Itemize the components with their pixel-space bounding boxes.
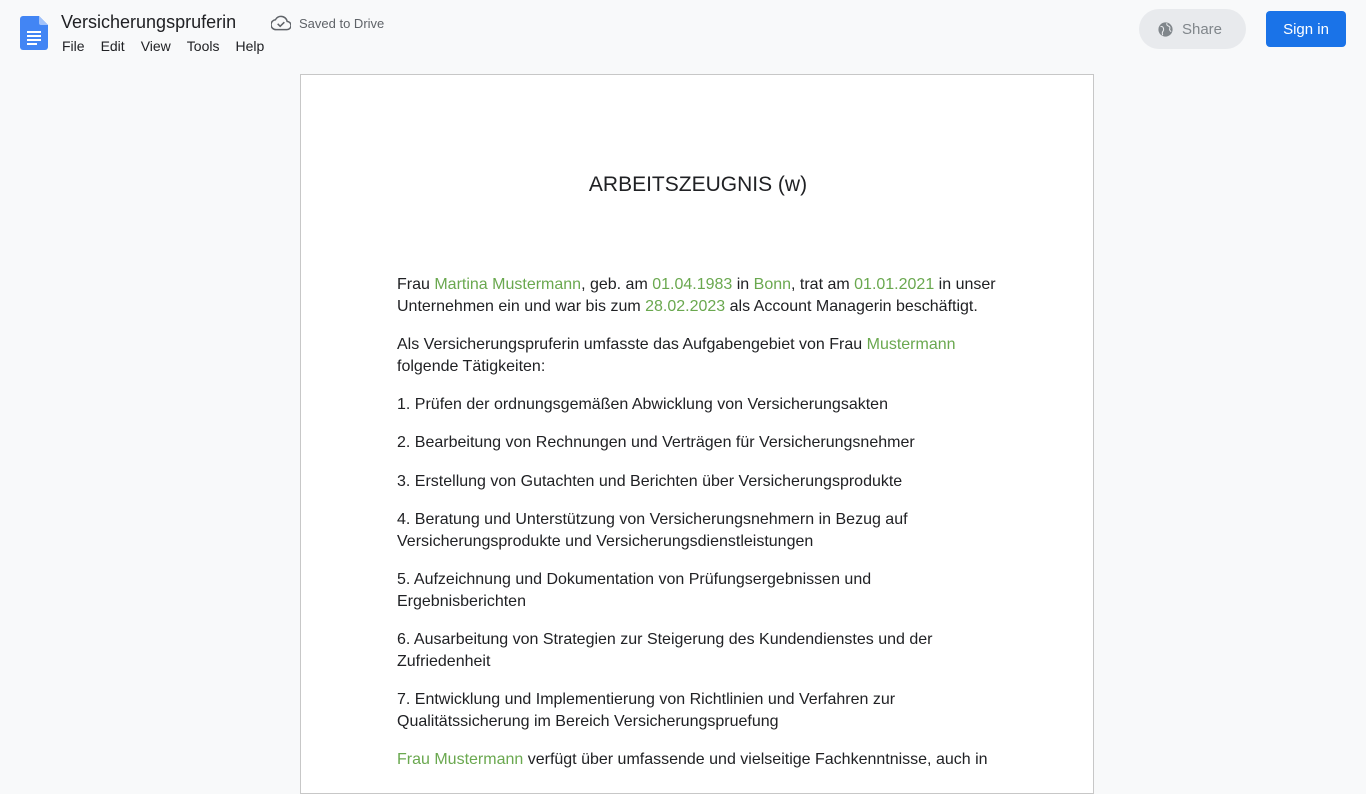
sign-in-button[interactable]: Sign in bbox=[1266, 11, 1346, 47]
intro-text: in bbox=[732, 276, 754, 293]
intro-text: als Account Managerin beschäftigt. bbox=[725, 298, 978, 315]
share-button[interactable] bbox=[1139, 9, 1246, 49]
task-item: 1. Prüfen der ordnungsgemäßen Abwicklung von Versicherungsakten bbox=[397, 396, 888, 413]
task-item: 4. Beratung und Unterstützung von Versicherungsnehmern in Bezug auf Versicherungsprodukte und Versicherungsdienstleistungen bbox=[397, 511, 908, 550]
closing-text: verfügt über umfassende und vielseitige Fachkenntnisse, auch in bbox=[523, 751, 988, 768]
birthdate-field: 01.04.1983 bbox=[652, 276, 733, 293]
task-item: 7. Entwicklung und Implementierung von Richtlinien und Verfahren zur Qualitätssicherung im Bereich Versicherungspruefung bbox=[397, 691, 896, 730]
docs-logo-icon[interactable] bbox=[20, 16, 48, 50]
cloud-done-icon bbox=[271, 15, 291, 31]
task-item: 6. Ausarbeitung von Strategien zur Steigerung des Kundendienstes und der Zufriedenheit bbox=[397, 631, 933, 670]
menu-file[interactable]: File bbox=[62, 38, 85, 54]
intro-text: , trat am bbox=[791, 276, 855, 293]
menu-bar bbox=[54, 36, 272, 56]
saved-status-label: Saved to Drive bbox=[299, 15, 385, 31]
end-date-field: 28.02.2023 bbox=[645, 298, 726, 315]
globe-icon bbox=[1157, 21, 1174, 38]
menu-help[interactable]: Help bbox=[235, 38, 265, 54]
employee-name-field: Martina Mustermann bbox=[434, 276, 582, 293]
intro-text: , geb. am bbox=[581, 276, 653, 293]
birthplace-field: Bonn bbox=[753, 276, 792, 293]
menu-view[interactable]: View bbox=[140, 38, 171, 54]
document-title[interactable]: Versicherungspruferin bbox=[61, 12, 237, 32]
tasks-intro-paragraph bbox=[397, 334, 999, 378]
document-page[interactable] bbox=[300, 74, 1094, 794]
closing-name-field: Frau Mustermann bbox=[397, 751, 524, 768]
saved-status[interactable] bbox=[271, 13, 384, 33]
tasks-intro-text: Als Versicherungspruferin umfasste das Aufgabengebiet von Frau bbox=[397, 336, 867, 353]
start-date-field: 01.01.2021 bbox=[854, 276, 935, 293]
document-heading: ARBEITSZEUGNIS (w) bbox=[588, 173, 808, 196]
top-bar bbox=[0, 0, 1366, 64]
intro-text: in unser Unternehmen ein und war bis zum bbox=[397, 276, 996, 315]
task-item: 3. Erstellung von Gutachten und Berichten über Versicherungsprodukte bbox=[397, 473, 903, 490]
task-item: 5. Aufzeichnung und Dokumentation von Prüfungsergebnissen und Ergebnisberichten bbox=[397, 571, 872, 610]
surname-field: Mustermann bbox=[866, 336, 956, 353]
intro-paragraph bbox=[397, 274, 999, 318]
menu-tools[interactable]: Tools bbox=[186, 38, 220, 54]
share-label: Share bbox=[1181, 20, 1223, 38]
tasks-intro-text: folgende Tätigkeiten: bbox=[397, 358, 546, 375]
intro-text: Frau bbox=[397, 276, 435, 293]
task-item: 2. Bearbeitung von Rechnungen und Verträgen für Versicherungsnehmer bbox=[397, 434, 915, 451]
menu-edit[interactable]: Edit bbox=[100, 38, 125, 54]
